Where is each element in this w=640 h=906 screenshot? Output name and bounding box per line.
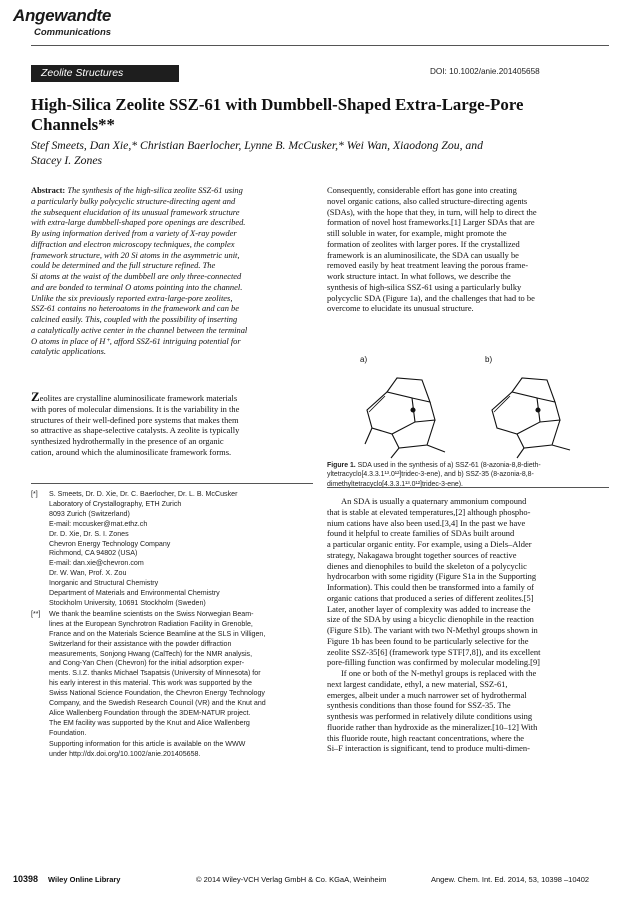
body-line: work structure intact. In what follows, we describe the bbox=[327, 271, 511, 281]
body-line: nium cations have also been used.[3,4] In the past we have bbox=[327, 517, 526, 528]
footnote-line: We thank the beamline scientists on the Swiss Norwegian Beam- bbox=[49, 609, 254, 618]
page-number: 10398 bbox=[13, 874, 39, 884]
body-line: Information). This could then be transformed into a family of bbox=[327, 582, 534, 592]
abstract-line: catalytic applications. bbox=[31, 346, 106, 357]
figure-label-a: a) bbox=[360, 355, 368, 364]
author-list bbox=[31, 138, 591, 168]
journal-name: Angewandte bbox=[13, 6, 112, 25]
body-line: An SDA is usually a quaternary ammonium compound bbox=[341, 496, 527, 506]
footnote bbox=[31, 610, 313, 739]
figure-label-b: b) bbox=[485, 355, 493, 364]
footnote-line: E-mail: mccusker@mat.ethz.ch bbox=[49, 519, 148, 528]
footnote-line: Inorganic and Structural Chemistry bbox=[49, 579, 159, 588]
footnote-line: his early interest in this material. This work was supported by the bbox=[49, 679, 252, 688]
body-text-top bbox=[327, 185, 609, 314]
body-line: Si–F interaction is significant, tend to produce multi-dimen- bbox=[327, 743, 530, 754]
header-rule bbox=[31, 45, 609, 46]
footnote-line: under http://dx.doi.org/10.1002/anie.201405658. bbox=[49, 749, 201, 758]
abstract-line: Si atoms at the waist of the dumbbell are only three-connected bbox=[31, 271, 242, 281]
abstract-line: calcined easily. This, coupled with the possibility of inserting bbox=[31, 314, 238, 324]
body-line: found it helpful to create families of SDAs built around bbox=[327, 528, 515, 539]
sda-structure-b bbox=[492, 378, 570, 458]
body-line: Later, another layer of complexity was added to increase the bbox=[327, 603, 531, 614]
footnote-line: S. Smeets, Dr. D. Xie, Dr. C. Baerlocher, Dr. L. B. McCusker bbox=[49, 490, 238, 498]
abstract-line: could be determined and the full structure refined. The bbox=[31, 260, 216, 271]
footnote-line: Swiss National Science Foundation, the Chevron Energy Technology bbox=[49, 689, 265, 698]
abstract-line: a particularly bulky polycyclic structure-directing agent and bbox=[31, 195, 236, 206]
footnote-line: Alice Wallenberg Foundation through the 3DEM-NATUR project. bbox=[49, 708, 251, 717]
body-line: Figure 1b has been found to be particularly selective for the bbox=[327, 635, 529, 646]
abstract-line: and are bonded to terminal O atoms pointing into the channel. bbox=[31, 281, 243, 292]
body-line: formation of novel host frameworks.[1] Larger SDAs that are bbox=[327, 217, 535, 228]
body-line: this fluoride route, high reactant concentrations, where the bbox=[327, 732, 525, 743]
caption-line: dimethyltetracyclo[4.3.3.1¹³.0¹²]tridec-3-ene). bbox=[327, 480, 463, 488]
abstract-line: framework structure, with 20 Si atoms in the asymmetric unit, bbox=[31, 249, 240, 260]
footnote-line: Company, and the Swedish Research Council (VR) and the Knut and bbox=[49, 699, 266, 708]
body-line: novel organic cations, also called structure-directing agents bbox=[327, 195, 528, 206]
intro-line: with pores of molecular dimensions. It is the variability in the bbox=[31, 403, 240, 414]
journal-citation: Angew. Chem. Int. Ed. 2014, 53, 10398 –10402 bbox=[431, 875, 590, 884]
intro-line: eolites are crystalline aluminosilicate framework materials bbox=[39, 393, 238, 403]
abstract bbox=[31, 185, 313, 357]
body-line: synthesis of high-silica SSZ-61 using a particularly bulky bbox=[327, 281, 522, 292]
footnote-line: Dr. W. Wan, Prof. X. Zou bbox=[49, 569, 127, 578]
footnote-line: Supporting information for this article is available on the WWW bbox=[49, 739, 246, 748]
sda-structure-a bbox=[365, 378, 445, 458]
body-line: overcome to elucidate its unusual structure. bbox=[327, 303, 474, 314]
body-line: synthesis was performed in relatively dilute conditions using bbox=[327, 711, 533, 721]
footnote-line: Chevron Energy Technology Company bbox=[49, 539, 171, 548]
body-line: a particular organic entity. For example, using a Diels–Alder bbox=[327, 539, 532, 549]
body-line: removed easily by heat treatment leaving the porous frame- bbox=[327, 260, 529, 271]
footnote-line: Dr. D. Xie, Dr. S. I. Zones bbox=[49, 529, 129, 538]
abstract-line: Unlike the six previously reported extra-large-pore zeolites, bbox=[31, 292, 233, 303]
footnotes bbox=[31, 490, 313, 759]
abstract-line: with extra-large dumbbell-shaped pore openings are described. bbox=[31, 217, 246, 228]
body-line: polycyclic SDA (Figure 1a), and the challenges that had to be bbox=[327, 292, 535, 303]
footnote-line: Switzerland for their assistance with the powder diffraction bbox=[49, 639, 232, 648]
abstract-line: the subsequent elucidation of its unusual framework structure bbox=[31, 206, 240, 217]
sda-structures-svg bbox=[327, 350, 609, 460]
abstract-line: diffraction and electron microscopy techniques, the complex bbox=[31, 238, 235, 249]
footnote-rule bbox=[31, 483, 313, 484]
body-line: (SDAs), with the hope that they, in turn, will help to direct the bbox=[327, 206, 537, 217]
abstract-label: Abstract: bbox=[31, 185, 66, 195]
abstract-line: By using information derived from a variety of X-ray powder bbox=[31, 228, 237, 238]
abstract-line: O atoms in place of H⁺, afford SSZ-61 intriguing potential for bbox=[31, 335, 241, 346]
author-line: Stef Smeets, Dan Xie,* Christian Baerlocher, Lynne B. McCusker,* Wei Wan, Xiaodong Zou, and bbox=[31, 139, 483, 152]
body-line: fluoride rather than hydroxide as the mineralizer.[10–12] With bbox=[327, 721, 538, 732]
drop-cap: Z bbox=[31, 389, 40, 404]
body-line: pore-filling function was confirmed by molecular modeling.[9] bbox=[327, 657, 540, 668]
body-line: (Figure S1b). The variant with two N-Methyl groups shown in bbox=[327, 625, 538, 635]
abstract-line: a catalytically active center in the channel between the terminal bbox=[31, 324, 248, 335]
body-line: synthesis conditions than those found for SSZ-35. The bbox=[327, 700, 511, 711]
doi[interactable]: DOI: 10.1002/anie.201405658 bbox=[430, 67, 540, 76]
author-line: Stacey I. Zones bbox=[31, 154, 103, 167]
figure-caption bbox=[327, 461, 609, 489]
footnote-line: Foundation. bbox=[49, 728, 87, 737]
intro-line: so attractive as shape-selective catalysts. A zeolite is typically bbox=[31, 425, 240, 436]
body-line: next largest candidate, ethyl, a new material, SSZ-61, bbox=[327, 678, 508, 689]
footnote-line: The EM facility was supported by the Knut and Alice Wallenberg bbox=[49, 718, 250, 727]
body-line: zeolite SSZ-35[6] (framework type STF[7,8]), and its excellent bbox=[327, 646, 541, 657]
caption-label: Figure 1. bbox=[327, 462, 356, 469]
caption-line: yltetracyclo[4.3.3.1¹³.0¹²]tridec-3-ene), and b) SSZ-35 (8-azonia-8,8- bbox=[327, 471, 534, 479]
footnote-line: Laboratory of Crystallography, ETH Zurich bbox=[49, 499, 182, 508]
body-line: If one or both of the N-methyl groups is replaced with the bbox=[341, 668, 537, 678]
footnote-line: 8093 Zurich (Switzerland) bbox=[49, 509, 130, 518]
footnote-line: France and on the Materials Science Beamline at the SLS in Villigen, bbox=[49, 629, 266, 638]
body-line: formation of zeolites with larger pores. If the crystallized bbox=[327, 238, 520, 249]
section-tag: Zeolite Structures bbox=[31, 65, 179, 82]
footnote bbox=[31, 490, 313, 609]
body-line: that is stable at elevated temperatures,[2] although phospho- bbox=[327, 506, 531, 517]
intro-line: structures of their well-defined pore systems that makes them bbox=[31, 414, 239, 425]
footnote-mark: [*] bbox=[31, 490, 38, 498]
footnote-line: Richmond, CA 94802 (USA) bbox=[49, 549, 138, 558]
footnote-mark: [**] bbox=[31, 609, 41, 618]
body-text-bottom bbox=[327, 496, 609, 754]
footnote-line: ments. S.I.Z. thanks Michael Tsapatsis (University of Minnesota) for bbox=[49, 669, 261, 678]
footnote-line: and Cong-Yan Chen (Chevron) for the initial adsorption exper- bbox=[49, 659, 245, 668]
wiley-online-library-link[interactable]: Wiley Online Library bbox=[48, 875, 121, 884]
footnote-line: Department of Materials and Environmental Chemistry bbox=[49, 589, 220, 598]
journal-subtitle: Communications bbox=[34, 27, 112, 38]
body-line: dienes and dienophiles to build the skeleton of a polycyclic bbox=[327, 560, 527, 571]
footnote-line: Stockholm University, 10691 Stockholm (Sweden) bbox=[49, 598, 206, 607]
abstract-line: The synthesis of the high-silica zeolite SSZ-61 using bbox=[67, 185, 243, 195]
body-line: size of the SDA by using a bicyclic dienophile in the reaction bbox=[327, 614, 534, 625]
article-title: High-Silica Zeolite SSZ-61 with Dumbbell-Shaped Extra-Large-Pore Channels** bbox=[31, 95, 524, 134]
footnote bbox=[31, 740, 313, 760]
footnote-line: E-mail: dan.xie@chevron.com bbox=[49, 559, 144, 568]
body-line: hydrocarbon with some rigidity (Figure S1a in the Supporting bbox=[327, 571, 537, 582]
body-line: emerges, albeit under a much narrower set of hydrothermal bbox=[327, 689, 527, 700]
caption-rule bbox=[327, 487, 609, 488]
body-line: framework is an aluminosilicate, the SDA can usually be bbox=[327, 249, 519, 260]
copyright: © 2014 Wiley-VCH Verlag GmbH & Co. KGaA, Weinheim bbox=[196, 875, 387, 884]
footnote-line: lines at the European Synchrotron Radiation Facility in Grenoble, bbox=[49, 619, 253, 628]
body-line: strategy, Nakagawa brought together sources of reactive bbox=[327, 549, 517, 560]
intro-line: cation, around which the aluminosilicate framework forms. bbox=[31, 446, 232, 457]
footnote-line: measurements, Sonjong Hwang (CalTech) for the NMR analysis, bbox=[49, 649, 253, 658]
caption-text: SDA used in the synthesis of a) SSZ-61 (8-azonia-8,8-dieth- bbox=[357, 462, 541, 469]
body-line: still soluble in water, for example, might promote the bbox=[327, 228, 507, 238]
intro-paragraph bbox=[31, 389, 313, 458]
footnote-mark bbox=[31, 740, 49, 760]
caption-line bbox=[327, 461, 609, 470]
abstract-line: SSZ-61 contains no heteroatoms in the framework and can be bbox=[31, 303, 240, 314]
body-line: organic cations that produced a series of different zeolites.[5] bbox=[327, 592, 534, 603]
body-line: Consequently, considerable effort has gone into creating bbox=[327, 185, 517, 195]
figure-1 bbox=[327, 350, 609, 460]
intro-line: synthesized hydrothermally in the presence of an organic bbox=[31, 436, 224, 446]
